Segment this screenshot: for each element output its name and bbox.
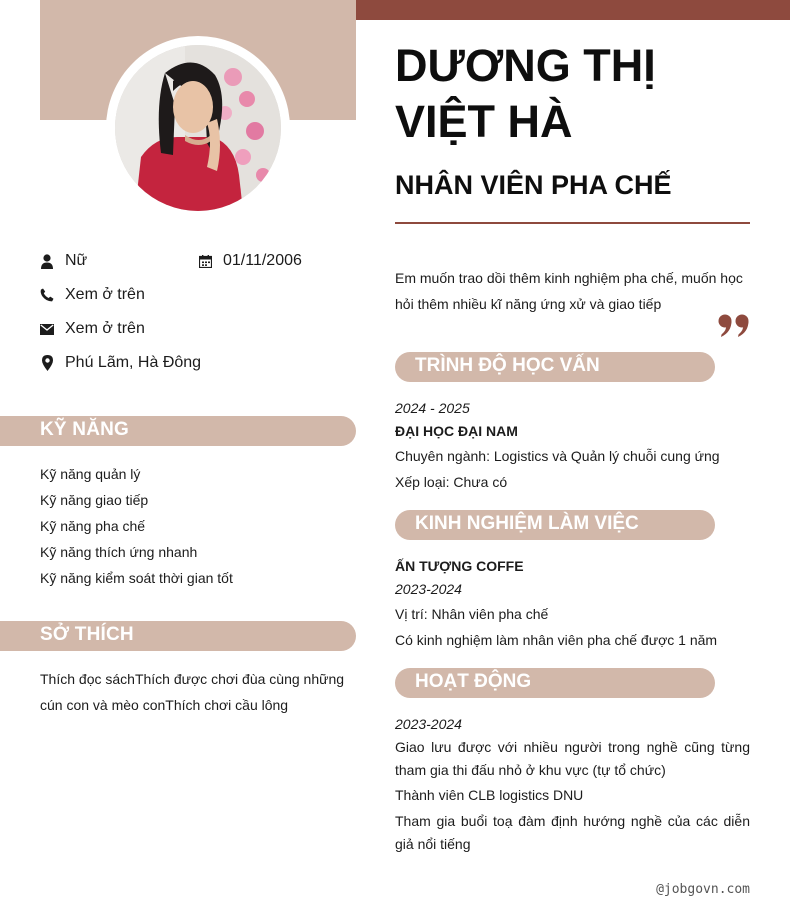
email-value: Xem ở trên <box>65 320 145 337</box>
education-school: ĐẠI HỌC ĐẠI NAM <box>395 423 518 439</box>
watermark: @jobgovn.com <box>656 882 750 897</box>
experience-period: 2023-2024 <box>395 581 462 597</box>
experience-heading-label: KINH NGHIỆM LÀM VIỆC <box>415 513 639 534</box>
user-icon <box>40 253 54 269</box>
calendar-icon <box>198 253 212 269</box>
skill-item: Kỹ năng giao tiếp <box>40 492 149 508</box>
activities-heading <box>395 668 715 698</box>
avatar <box>115 45 281 211</box>
candidate-name: DƯƠNG THỊ VIỆT HÀ <box>395 40 656 147</box>
phone-icon <box>40 287 54 303</box>
activity-item: Tham gia buổi toạ đàm định hướng nghề của các diễn giả nổi tiếng <box>395 813 750 852</box>
email-row <box>40 320 145 338</box>
birthday-row <box>198 252 302 270</box>
gender-row <box>40 252 87 270</box>
activities-period: 2023-2024 <box>395 716 462 732</box>
activities-heading-label: HOẠT ĐỘNG <box>415 671 532 692</box>
birthday-value: 01/11/2006 <box>223 252 302 269</box>
education-period: 2024 - 2025 <box>395 400 470 416</box>
top-accent-bar <box>356 0 790 20</box>
education-major: Chuyên ngành: Logistics và Quản lý chuỗi cung ứng <box>395 448 720 464</box>
hobbies-text: Thích đọc sáchThích được chơi đùa cùng những cún con và mèo conThích chơi cầu lông <box>40 671 345 713</box>
hobbies-heading-label: SỞ THÍCH <box>40 624 134 645</box>
job-title: NHÂN VIÊN PHA CHẾ <box>395 170 672 200</box>
address-value: Phú Lãm, Hà Đông <box>65 354 202 371</box>
experience-description: Có kinh nghiệm làm nhân viên pha chế được 1 năm <box>395 632 718 648</box>
skill-item: Kỹ năng thích ứng nhanh <box>40 544 198 560</box>
address-row <box>40 354 201 372</box>
gender-value: Nữ <box>65 252 88 269</box>
skills-heading <box>0 416 356 446</box>
activity-item: Thành viên CLB logistics DNU <box>395 787 584 803</box>
education-heading <box>395 352 715 382</box>
phone-row <box>40 286 145 304</box>
skill-item: Kỹ năng kiểm soát thời gian tốt <box>40 570 233 586</box>
activity-item: Giao lưu được với nhiều người trong nghề cũng từng tham gia thi đấu nhỏ ở khu vực (tự tổ chức) <box>395 739 750 778</box>
skill-item: Kỹ năng pha chế <box>40 518 146 534</box>
skill-item: Kỹ năng quản lý <box>40 466 141 482</box>
career-objective: Em muốn trao dồi thêm kinh nghiệm pha chế, muốn học hỏi thêm nhiều kĩ năng ứng xử và giao tiếp <box>395 270 743 312</box>
phone-value: Xem ở trên <box>65 286 145 303</box>
skills-heading-label: KỸ NĂNG <box>40 419 130 440</box>
experience-heading <box>395 510 715 540</box>
location-pin-icon <box>40 355 54 371</box>
quote-icon <box>718 314 750 343</box>
hobbies-heading <box>0 621 356 651</box>
experience-company: ẤN TƯỢNG COFFE <box>395 558 524 574</box>
experience-position: Vị trí: Nhân viên pha chế <box>395 606 549 622</box>
title-divider <box>395 222 750 224</box>
education-heading-label: TRÌNH ĐỘ HỌC VẤN <box>415 355 600 376</box>
mail-icon <box>40 321 54 337</box>
education-grade: Xếp loại: Chưa có <box>395 474 508 490</box>
